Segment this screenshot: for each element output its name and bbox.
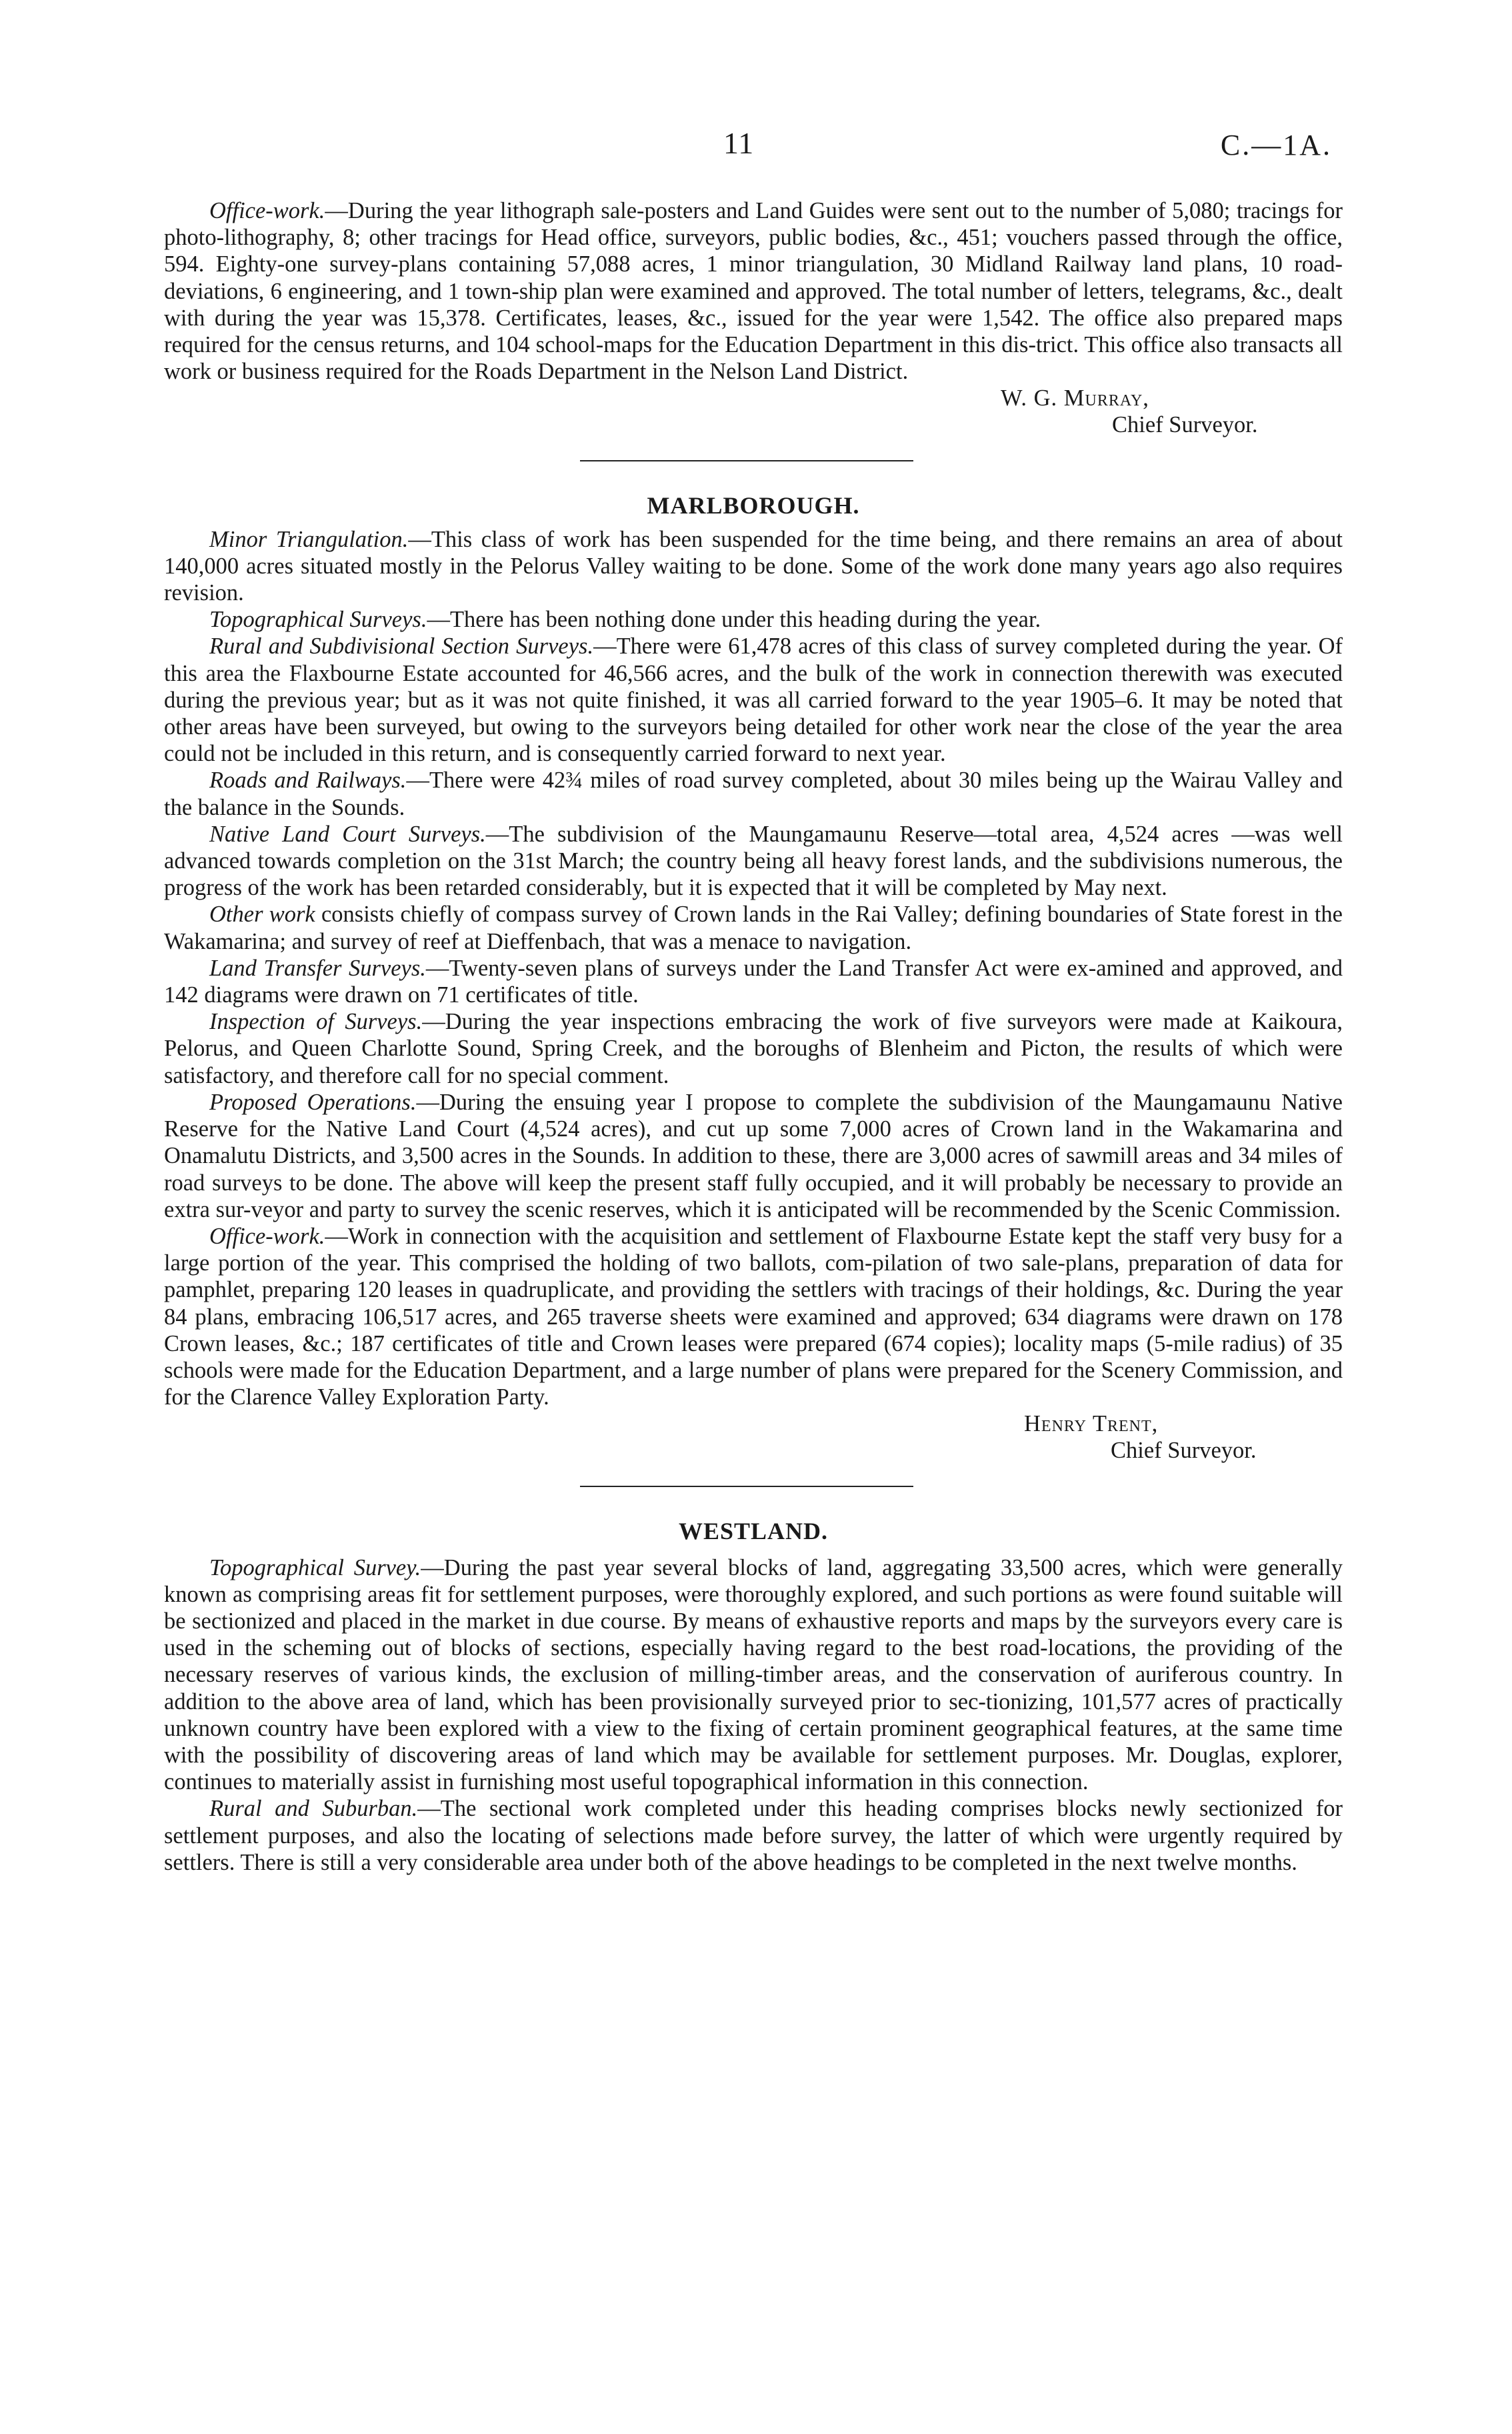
paragraph-lead: Rural and Subdivisional Section Surveys. <box>209 634 594 660</box>
land-transfer-paragraph <box>164 955 1343 1008</box>
signatory-name: Henry Trent, <box>1024 1411 1159 1437</box>
paragraph-text: —There has been nothing done under this heading during the year. <box>427 607 1041 633</box>
paragraph-text: consists chiefly of compass survey of Crown lands in the Rai Valley; defining boundaries of State forest in the Wakamarina; and survey of reef at Dieffenbach, that was a menace to navigation. <box>164 902 1343 954</box>
paragraph-text: —During the ensuing year I propose to complete the subdivision of the Maungamaunu Native Reserve for the Native Land Court (4,524 acres), and cut up some 7,000 acres of Crown land in the Wakamarina and Onamalutu Districts, and 3,500 acres in the Sounds. In addition to these, there are 3,000 acres of sawmill areas and 34 miles of road surveys to be done. The above will keep the present staff fully occupied, and it will probably be necessary to provide an extra sur-veyor and party to survey the scenic reserves, which it is anticipated will be recommended by the Scenic Commission. <box>164 1089 1343 1222</box>
paragraph-lead: Roads and Railways. <box>209 768 407 794</box>
paragraph-text: —This class of work has been suspended for the time being, and there remains an area of about 140,000 acres situated mostly in the Pelorus Valley waiting to be done. Some of the work done many years ago also requires revision. <box>164 526 1343 606</box>
paragraph-text: —During the year lithograph sale-posters and Land Guides were sent out to the number of 5,080; tracings for photo-lithography, 8; other tracings for Head office, surveyors, public bodies, &c., 451; vouchers passed through the office, 594. Eighty-one survey-plans containing 57,088 acres, 1 minor triangulation, 30 Midland Railway land plans, 10 road-deviations, 6 engineering, and 1 town-ship plan were examined and approved. The total number of letters, telegrams, &c., dealt with during the year was 15,378. Certificates, leases, &c., issued for the year were 1,542. The office also prepared maps required for the census returns, and 104 school-maps for the Education Department in this dis-trict. This office also transacts all work or business required for the Roads Department in the Nelson Land District. <box>164 198 1343 385</box>
paragraph-lead: Office-work. <box>209 198 325 223</box>
topographical-surveys-paragraph <box>164 606 1343 633</box>
paragraph-text: —Work in connection with the acquisition and settlement of Flaxbourne Estate kept the staff very busy for a large portion of the year. This comprised the holding of two ballots, com-pilation of two sale-plans, preparation of data for pamphlet, preparing 120 leases in quadruplicate, and providing the settlers with tracings of their holdings, &c. During the year 84 plans, embracing 106,517 acres, and 265 traverse sheets were examined and approved; 634 diagrams were drawn on 178 Crown leases, &c.; 187 certificates of title and Crown leases were prepared (674 copies); locality maps (5-mile radius) of 35 schools were made for the Education Department, and a large number of plans were prepared for the Scenery Commission, and for the Clarence Valley Exploration Party. <box>164 1223 1343 1410</box>
paragraph-text: —The sectional work completed under this heading comprises blocks newly sectionized for settlement purposes, and also the locating of selections made before survey, the latter of which were urgently required by settlers. There is still a very considerable area under both of the above headings to be completed in the next twelve months. <box>164 1796 1343 1875</box>
roads-railways-paragraph <box>164 767 1343 820</box>
inspection-paragraph <box>164 1008 1343 1089</box>
paragraph-lead: Topographical Survey. <box>209 1554 421 1580</box>
body-text <box>164 197 1343 1876</box>
rural-suburban-paragraph <box>164 1795 1343 1876</box>
marlborough-heading: MARLBOROUGH. <box>647 492 860 519</box>
document-reference: C.—1A. <box>1220 129 1332 161</box>
paragraph-lead: Land Transfer Surveys. <box>209 955 426 981</box>
nelson-office-work-paragraph <box>164 197 1343 385</box>
rural-section-surveys-paragraph <box>164 633 1343 767</box>
native-land-court-paragraph <box>164 821 1343 902</box>
paragraph-lead: Native Land Court Surveys. <box>209 821 486 847</box>
other-work-paragraph <box>164 901 1343 954</box>
paragraph-text: —During the past year several blocks of land, aggregating 33,500 acres, which were generally known as comprising areas fit for settlement purposes, were thoroughly explored, and such portions as were found suitable will be sectionized and placed in the market in due course. By means of exhaustive reports and maps by the surveyors every care is used in the scheming out of blocks of sections, especially having regard to the best road-locations, the providing of the necessary reserves of various kinds, the exclusion of milling-timber areas, and the conservation of auriferous country. In addition to the above area of land, which has been provisionally surveyed prior to sec-tionizing, 101,577 acres of practically unknown country have been explored with a view to the fixing of certain prominent geographical features, at the same time with the possibility of discovering areas of land which may be available for settlement purposes. Mr. Douglas, explorer, continues to materially assist in furnishing most useful topographical information in this connection. <box>164 1554 1343 1795</box>
paragraph-lead: Topographical Surveys. <box>209 607 427 633</box>
nelson-signature <box>164 385 1343 439</box>
paragraph-text: —Twenty-seven plans of surveys under the Land Transfer Act were ex-amined and approved, and 142 diagrams were drawn on 71 certificates of title. <box>164 955 1343 1008</box>
proposed-operations-paragraph <box>164 1089 1343 1223</box>
signatory-name: W. G. Murray, <box>1001 385 1149 411</box>
westland-heading: WESTLAND. <box>678 1518 829 1545</box>
marlborough-signature <box>164 1410 1343 1464</box>
paragraph-lead: Office-work. <box>209 1223 325 1249</box>
paragraph-lead: Inspection of Surveys. <box>209 1009 423 1035</box>
paragraph-lead: Other work <box>209 902 315 928</box>
paragraph-lead: Rural and Suburban. <box>209 1796 418 1822</box>
paragraph-lead: Proposed Operations. <box>209 1089 417 1115</box>
page-number: 11 <box>723 126 755 160</box>
office-work-paragraph <box>164 1223 1343 1410</box>
westland-topographical-paragraph <box>164 1554 1343 1796</box>
signatory-title: Chief Surveyor. <box>1111 1438 1257 1464</box>
minor-triangulation-paragraph <box>164 526 1343 607</box>
paragraph-text: —There were 61,478 acres of this class of survey completed during the year. Of this area the Flaxbourne Estate accounted for 46,566 acres, and the bulk of the work in connection therewith was executed during the previous year; but as it was not quite finished, it was all carried forward to the year 1905–6. It may be noted that other areas have been surveyed, but owing to the surveyors being detailed for other work near the close of the year the area could not be included in this return, and is consequently carried forward to next year. <box>164 634 1343 767</box>
paragraph-text: —There were 42¾ miles of road survey completed, about 30 miles being up the Wairau Valley and the balance in the Sounds. <box>164 768 1343 820</box>
signatory-title: Chief Surveyor. <box>1112 412 1258 438</box>
paragraph-text: —During the year inspections embracing the work of five surveyors were made at Kaikoura, Pelorus, and Queen Charlotte Sound, Spring Creek, and the boroughs of Blenheim and Picton, the results of which were satisfactory, and therefore call for no special comment. <box>164 1009 1343 1088</box>
paragraph-text: —The subdivision of the Maungamaunu Reserve—total area, 4,524 acres —was well advanced towards completion on the 31st March; the country being all heavy forest lands, and the subdivisions numerous, the progress of the work has been retarded considerably, but it is expected that it will be completed by May next. <box>164 821 1343 901</box>
paragraph-lead: Minor Triangulation. <box>209 526 409 552</box>
